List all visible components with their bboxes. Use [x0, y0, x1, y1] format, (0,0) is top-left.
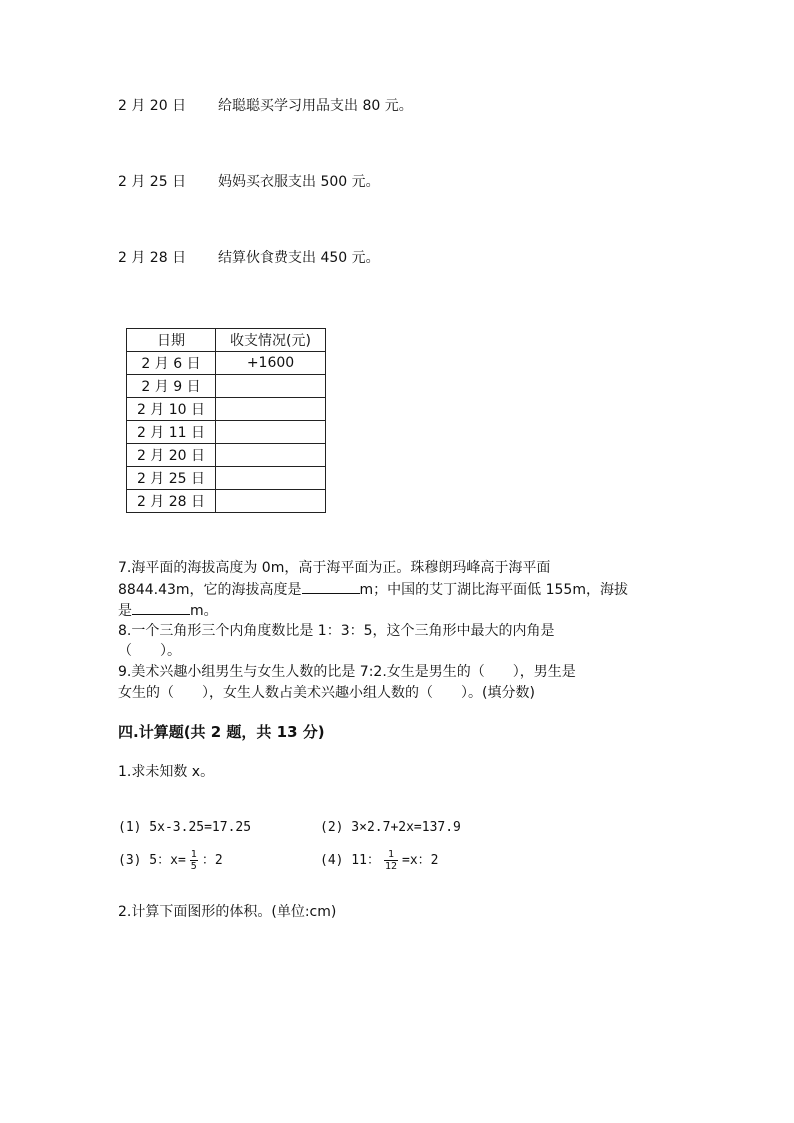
- table-row: [127, 444, 326, 467]
- question-9-line-2: 女生的（ ），女生人数占美术兴趣小组人数的（ ）。(填分数): [118, 685, 535, 701]
- table-header-date: 日期: [127, 329, 216, 352]
- question-7-text-a: 8844.43m，它的海拔高度是: [118, 582, 302, 598]
- fraction-numerator: 1: [384, 849, 398, 861]
- table-row: [127, 467, 326, 490]
- table-cell-date: 2 月 25 日: [127, 467, 216, 490]
- table-cell-amount: [216, 398, 326, 421]
- ledger-table: [126, 328, 326, 513]
- equation-4-left: (4) 11：: [320, 853, 380, 868]
- answer-blank[interactable]: [302, 579, 360, 594]
- table-cell-date: 2 月 28 日: [127, 490, 216, 513]
- equation-1: (1) 5x-3.25=17.25: [118, 820, 252, 835]
- fraction-denominator: 5: [190, 861, 197, 872]
- question-8-line-1: 8.一个三角形三个内角度数比是 1：3：5，这个三角形中最大的内角是: [118, 623, 555, 639]
- table-row: [127, 398, 326, 421]
- table-row: [127, 375, 326, 398]
- equation-3-left: (3) 5：x=: [118, 853, 186, 868]
- equation-3-right: ：2: [201, 853, 223, 868]
- table-cell-date: 2 月 11 日: [127, 421, 216, 444]
- entry-desc: 妈妈买衣服支出 500 元。: [218, 174, 380, 190]
- question-7-text-b: m；中国的艾丁湖比海平面低 155m，海拔: [359, 582, 628, 598]
- table-header-amount: 收支情况(元): [216, 329, 326, 352]
- calc-question-2: 2.计算下面图形的体积。(单位:cm): [118, 904, 337, 920]
- table-cell-date: 2 月 9 日: [127, 375, 216, 398]
- answer-blank[interactable]: [132, 600, 190, 615]
- question-9-line-1: 9.美术兴趣小组男生与女生人数的比是 7:2.女生是男生的（ ），男生是: [118, 664, 576, 680]
- entry-date: 2 月 25 日: [118, 174, 187, 190]
- table-cell-amount: [216, 375, 326, 398]
- fraction: [384, 849, 398, 872]
- table-cell-amount: [216, 421, 326, 444]
- question-7-line-1: 7.海平面的海拔高度为 0m，高于海平面为正。珠穆朗玛峰高于海平面: [118, 560, 551, 576]
- equation-2: (2) 3×2.7+2x=137.9: [320, 820, 461, 835]
- fraction-denominator: 12: [384, 861, 398, 872]
- entry-date: 2 月 20 日: [118, 98, 187, 114]
- question-7-text-d: m。: [190, 603, 218, 619]
- question-7-line-3: [118, 600, 218, 621]
- table-row: [127, 490, 326, 513]
- equation-3: [118, 848, 223, 874]
- entry-desc: 结算伙食费支出 450 元。: [218, 250, 380, 266]
- question-7-text-c: 是: [118, 603, 132, 619]
- table-cell-amount: [216, 467, 326, 490]
- entry-date: 2 月 28 日: [118, 250, 187, 266]
- table-cell-amount: [216, 444, 326, 467]
- table-row: [127, 352, 326, 375]
- section-4-title: 四.计算题(共 2 题，共 13 分): [118, 723, 325, 741]
- question-8-line-2: （ ）。: [118, 643, 181, 659]
- fraction: [190, 849, 198, 872]
- table-row: [127, 421, 326, 444]
- table-cell-amount: +1600: [216, 352, 326, 375]
- table-header-row: [127, 329, 326, 352]
- table-cell-date: 2 月 10 日: [127, 398, 216, 421]
- table-cell-amount: [216, 490, 326, 513]
- table-cell-date: 2 月 20 日: [127, 444, 216, 467]
- fraction-numerator: 1: [190, 849, 197, 860]
- calc-question-1: 1.求未知数 x。: [118, 764, 215, 780]
- equation-4: [320, 848, 439, 874]
- question-7-line-2: [118, 579, 628, 600]
- table-cell-date: 2 月 6 日: [127, 352, 216, 375]
- equation-4-right: =x：2: [402, 853, 439, 868]
- entry-desc: 给聪聪买学习用品支出 80 元。: [218, 98, 413, 114]
